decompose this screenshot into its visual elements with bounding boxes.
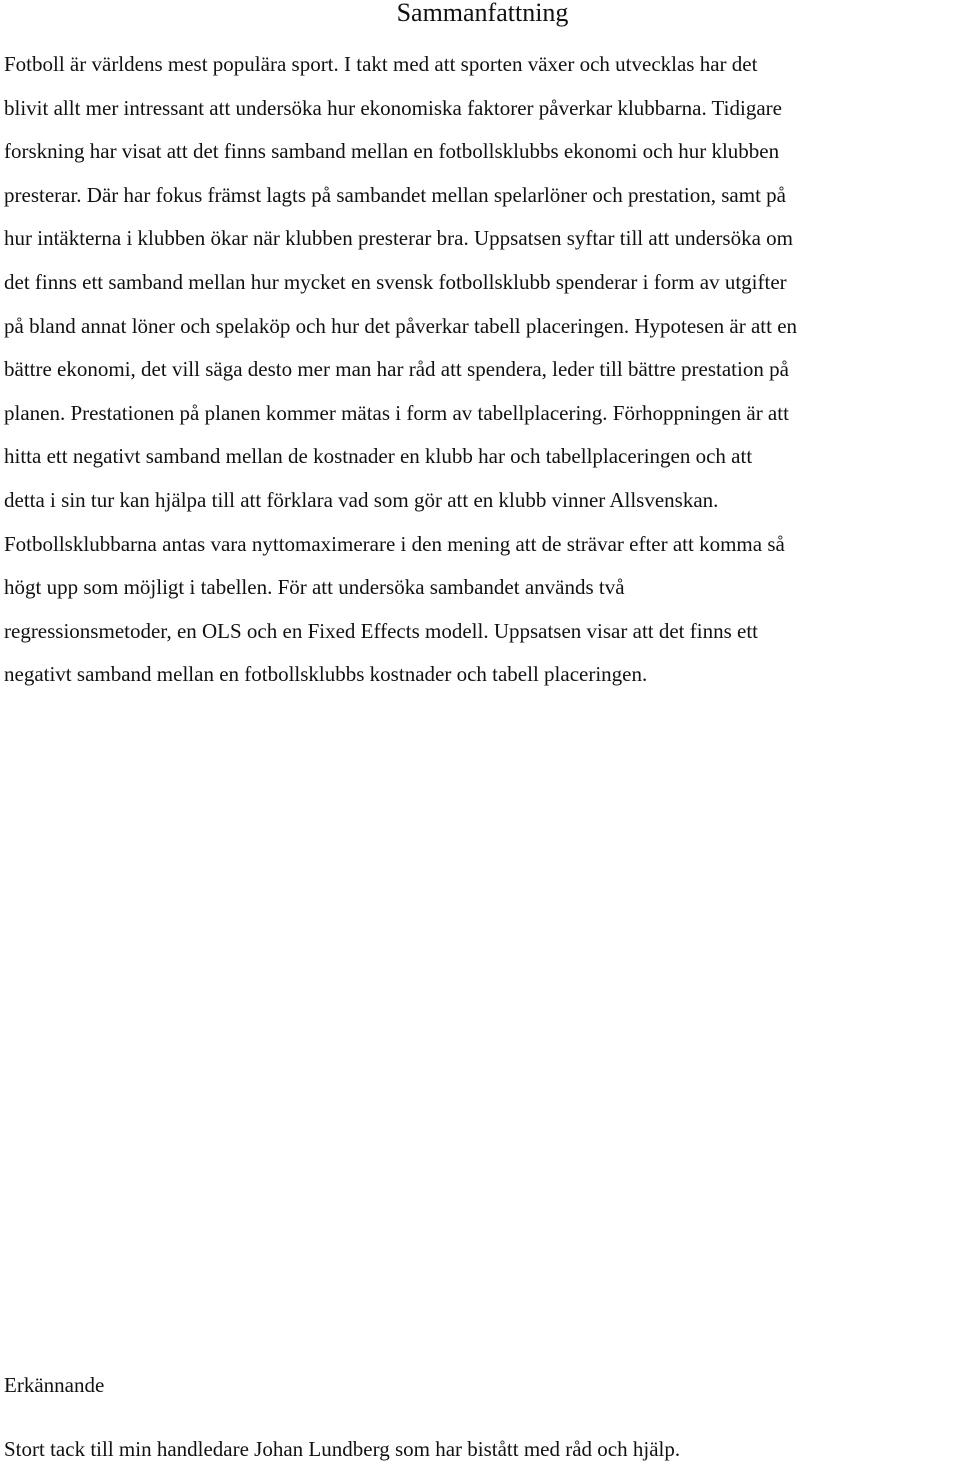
summary-line: detta i sin tur kan hjälpa till att förklara vad som gör att en klubb vinner Allsvenskan. — [4, 487, 719, 512]
summary-line: hitta ett negativt samband mellan de kostnader en klubb har och tabellplaceringen och att — [4, 444, 753, 469]
summary-line: regressionsmetoder, en OLS och en Fixed Effects modell. Uppsatsen visar att det finns ett — [4, 618, 759, 643]
summary-line: hur intäkterna i klubben ökar när klubben presterar bra. Uppsatsen syftar till att undersöka om — [4, 226, 794, 251]
summary-line: bättre ekonomi, det vill säga desto mer man har råd att spendera, leder till bättre prestation på — [4, 357, 789, 382]
acknowledgement-heading: Erkännande — [4, 1373, 105, 1397]
summary-line: Fotbollsklubbarna antas vara nyttomaximerare i den mening att de strävar efter att komma så — [4, 531, 785, 556]
summary-line: högt upp som möjligt i tabellen. För att undersöka sambandet används två — [4, 575, 625, 600]
acknowledgement-text: Stort tack till min handledare Johan Lundberg som har bistått med råd och hjälp. — [4, 1437, 681, 1461]
summary-line: forskning har visat att det finns samband mellan en fotbollsklubbs ekonomi och hur klubben — [4, 139, 780, 164]
summary-line: blivit allt mer intressant att undersöka hur ekonomiska faktorer påverkar klubbarna. Tidigare — [4, 95, 782, 120]
summary-line: presterar. Där har fokus främst lagts på sambandet mellan spelarlöner och prestation, samt på — [4, 182, 786, 207]
summary-line: det finns ett samband mellan hur mycket en svensk fotbollsklubb spenderar i form av utgifter — [4, 269, 787, 294]
page-title: Sammanfattning — [396, 0, 569, 27]
summary-line: på bland annat löner och spelaköp och hur det påverkar tabell placeringen. Hypotesen är att en — [4, 313, 798, 338]
summary-line: Fotboll är världens mest populära sport. I takt med att sporten växer och utvecklas har det — [4, 52, 758, 76]
summary-paragraph — [4, 43, 959, 697]
summary-line: negativt samband mellan en fotbollsklubbs kostnader och tabell placeringen. — [4, 662, 648, 687]
summary-line: planen. Prestationen på planen kommer mätas i form av tabellplacering. Förhoppningen är att — [4, 400, 789, 425]
